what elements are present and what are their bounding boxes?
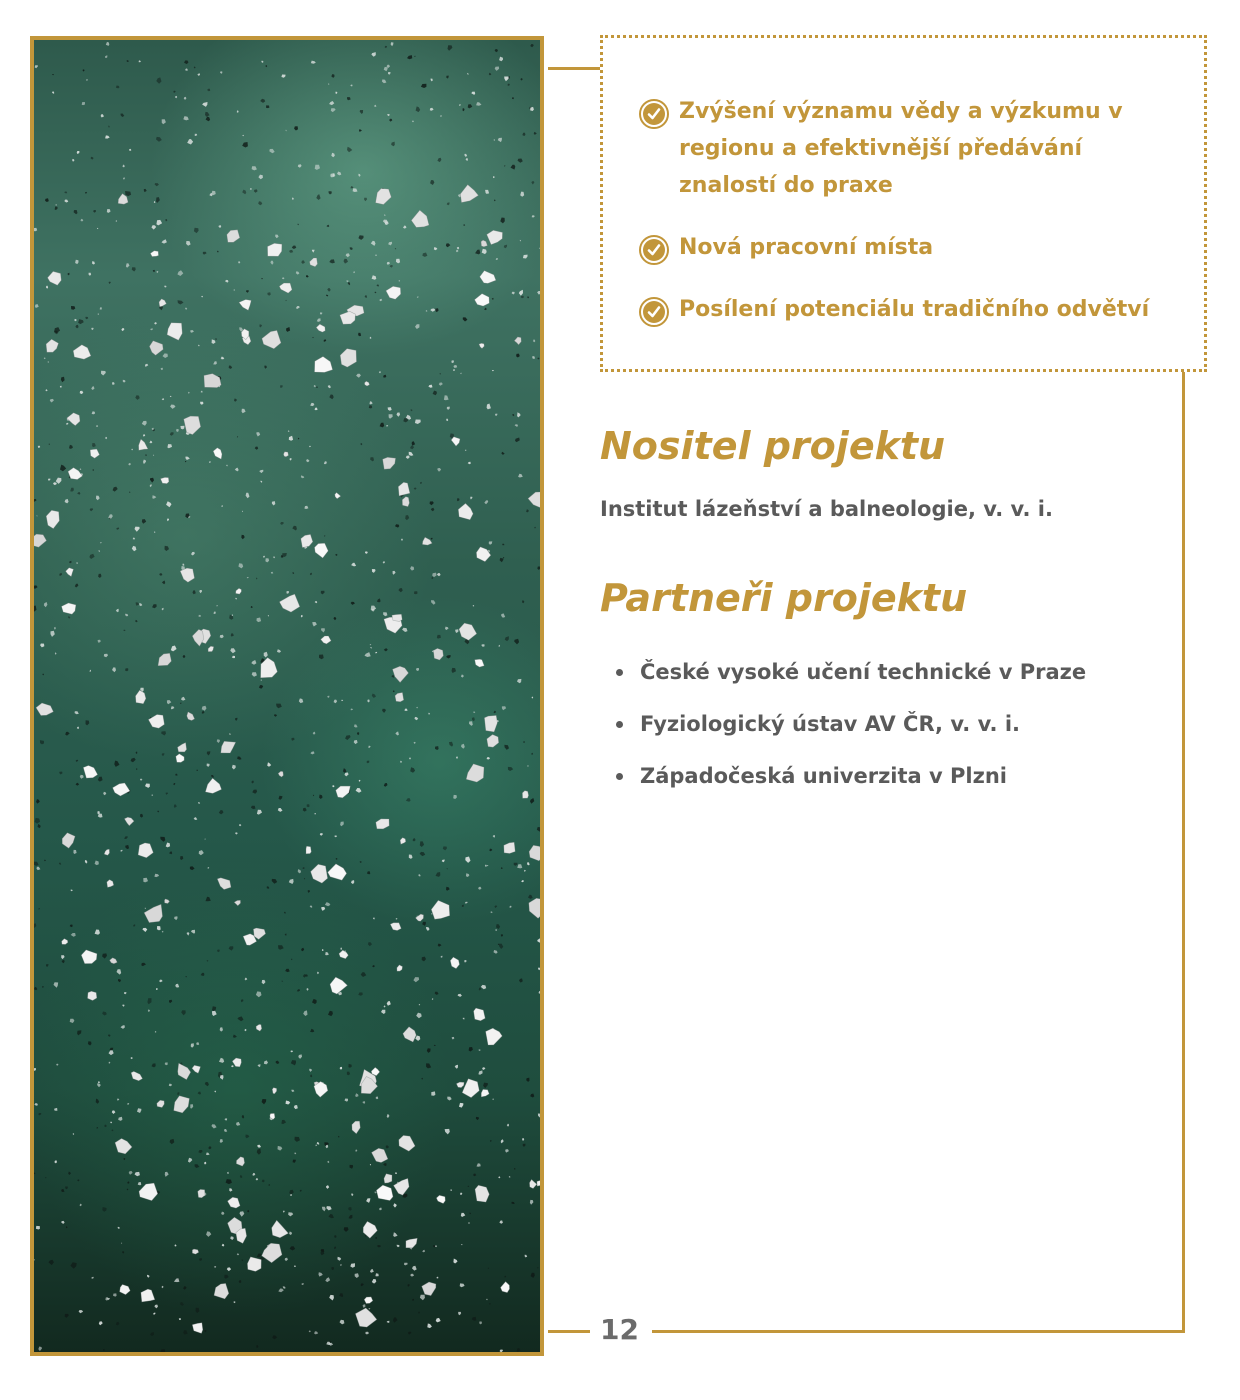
check-circle-icon <box>639 99 669 129</box>
page-number: 12 <box>600 1313 639 1346</box>
partner-name: Západočeská univerzita v Plzni <box>640 764 1007 788</box>
partner-name: Fyziologický ústav AV ČR, v. v. i. <box>640 712 1021 736</box>
partners-list <box>614 655 1086 811</box>
benefits-box <box>600 35 1207 372</box>
check-circle-icon <box>639 297 669 327</box>
connector-line-top <box>548 67 600 70</box>
check-circle-icon <box>639 235 669 265</box>
frame-line-bottom-right <box>652 1330 1185 1333</box>
benefit-item <box>639 232 1184 266</box>
partner-name: České vysoké učení technické v Praze <box>640 660 1087 684</box>
partner-item <box>614 707 1086 759</box>
partner-item <box>614 655 1086 707</box>
benefit-item <box>639 294 1184 328</box>
salt-texture-photo <box>30 36 544 1356</box>
bullet-icon <box>616 721 623 728</box>
connector-line-bottom <box>548 1330 590 1333</box>
benefit-text: Nová pracovní místa <box>679 235 934 260</box>
frame-line-right <box>1182 372 1185 1332</box>
partner-item <box>614 759 1086 811</box>
holder-name: Institut lázeňství a balneologie, v. v. i. <box>600 497 1053 521</box>
benefit-text: Zvýšení významu vědy a výzkumu v regionu a efektivnější předávání znalostí do praxe <box>679 99 1123 198</box>
benefit-text: Posílení potenciálu tradičního odvětví <box>679 297 1150 322</box>
salt-crystals-texture <box>34 40 540 1352</box>
partners-heading: Partneři projektu <box>600 576 968 620</box>
holder-heading: Nositel projektu <box>600 424 946 468</box>
benefit-item <box>639 96 1184 204</box>
bullet-icon <box>616 669 623 676</box>
bullet-icon <box>616 773 623 780</box>
